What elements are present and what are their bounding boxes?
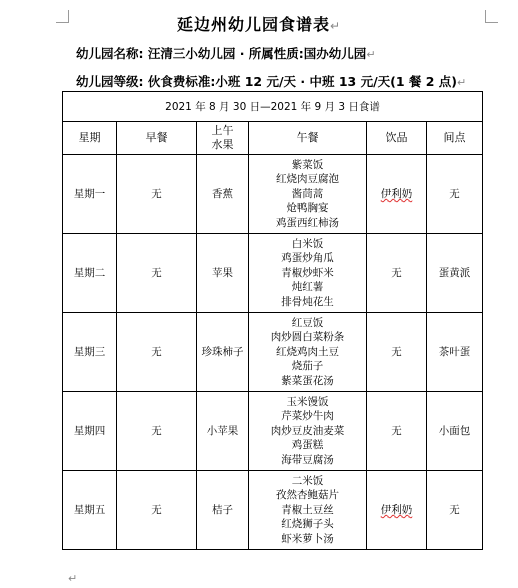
lunch-item: 排骨炖花生 — [281, 295, 334, 308]
lunch-cell — [249, 471, 367, 550]
breakfast-cell: 无 — [117, 234, 197, 313]
header-weekday: 星期 — [63, 122, 117, 155]
lunch-item: 肉炒圆白菜粉条 — [270, 331, 345, 344]
lunch-item: 紫菜饭 — [291, 158, 324, 171]
page-title — [0, 12, 518, 35]
paragraph-mark-icon: ↵ — [457, 76, 467, 89]
drink-cell — [367, 155, 427, 234]
lunch-item: 白米饭 — [291, 237, 324, 250]
lunch-item: 青椒土豆丝 — [281, 503, 334, 516]
breakfast-cell: 无 — [117, 313, 197, 392]
weekday-cell: 星期二 — [63, 234, 117, 313]
weekday-cell: 星期四 — [63, 392, 117, 471]
table-row — [63, 471, 483, 550]
drink-cell: 无 — [367, 392, 427, 471]
lunch-item: 鸡蛋西红柿汤 — [276, 216, 339, 229]
paragraph-mark-icon: ↵ — [366, 48, 376, 61]
lunch-item: 海带豆腐汤 — [281, 453, 334, 466]
drink-text: 伊利奶 — [380, 188, 413, 200]
paragraph-mark-icon: ↵ — [329, 19, 342, 33]
fee-standard-text: 幼儿园等级: 伙食费标准:小班 12 元/天 · 中班 13 元/天(1 餐 2 点) — [76, 74, 458, 89]
breakfast-cell: 无 — [117, 155, 197, 234]
lunch-item: 炖红薯 — [291, 281, 324, 294]
header-fruit-line1: 上午 — [211, 123, 234, 137]
lunch-item: 二米饭 — [291, 474, 324, 487]
header-breakfast: 早餐 — [117, 122, 197, 155]
lunch-item: 红烧鸡肉土豆 — [276, 345, 339, 358]
lunch-item: 虾米萝卜汤 — [281, 532, 334, 545]
fruit-cell: 香蕉 — [197, 155, 249, 234]
table-row — [63, 313, 483, 392]
fruit-cell: 珍珠柿子 — [197, 313, 249, 392]
kindergarten-info-line — [76, 44, 376, 62]
drink-cell — [367, 471, 427, 550]
header-fruit-line2: 水果 — [211, 138, 234, 151]
weekday-cell: 星期五 — [63, 471, 117, 550]
paragraph-mark-icon: ↵ — [68, 572, 78, 585]
lunch-item: 红烧肉豆腐泡 — [276, 173, 339, 186]
lunch-item: 烧茄子 — [291, 360, 324, 373]
snack-cell: 蛋黄派 — [427, 234, 483, 313]
snack-cell: 无 — [427, 471, 483, 550]
lunch-cell — [249, 313, 367, 392]
drink-cell: 无 — [367, 234, 427, 313]
lunch-cell — [249, 155, 367, 234]
lunch-item: 肉炒豆皮油麦菜 — [270, 424, 345, 437]
snack-cell: 小面包 — [427, 392, 483, 471]
header-drink: 饮品 — [367, 122, 427, 155]
header-fruit — [197, 122, 249, 155]
breakfast-cell: 无 — [117, 392, 197, 471]
lunch-item: 孜然杏鲍菇片 — [276, 489, 339, 502]
weekday-cell: 星期一 — [63, 155, 117, 234]
table-row — [63, 155, 483, 234]
lunch-item: 鸡蛋炒角瓜 — [281, 252, 334, 265]
breakfast-cell: 无 — [117, 471, 197, 550]
fee-standard-line — [76, 72, 466, 90]
header-row — [63, 122, 483, 155]
menu-table — [62, 91, 483, 550]
weekday-cell: 星期三 — [63, 313, 117, 392]
snack-cell: 茶叶蛋 — [427, 313, 483, 392]
drink-cell: 无 — [367, 313, 427, 392]
lunch-item: 玉米馒饭 — [286, 395, 329, 408]
header-lunch: 午餐 — [249, 122, 367, 155]
lunch-cell — [249, 234, 367, 313]
lunch-item: 红豆饭 — [291, 316, 324, 329]
header-snack: 间点 — [427, 122, 483, 155]
kindergarten-name-text: 幼儿园名称: 汪清三小幼儿园 · 所属性质:国办幼儿园 — [76, 46, 367, 61]
lunch-item: 酱茼蒿 — [291, 187, 324, 200]
date-range-row — [63, 92, 483, 122]
title-text: 延边州幼儿园食谱表 — [176, 15, 330, 34]
lunch-item: 红烧狮子头 — [281, 518, 334, 531]
lunch-item: 鸡蛋糕 — [291, 439, 324, 452]
lunch-item: 青椒炒虾米 — [281, 266, 334, 279]
fruit-cell: 苹果 — [197, 234, 249, 313]
lunch-item: 炝鸭胸宴 — [286, 202, 329, 215]
lunch-item: 芹菜炒牛肉 — [281, 410, 334, 423]
date-range-cell: 2021 年 8 月 30 日—2021 年 9 月 3 日食谱 — [63, 92, 483, 122]
snack-cell: 无 — [427, 155, 483, 234]
drink-text: 伊利奶 — [380, 504, 413, 516]
lunch-cell — [249, 392, 367, 471]
table-row — [63, 392, 483, 471]
fruit-cell: 桔子 — [197, 471, 249, 550]
lunch-item: 紫菜蛋花汤 — [281, 374, 334, 387]
fruit-cell: 小苹果 — [197, 392, 249, 471]
table-row — [63, 234, 483, 313]
